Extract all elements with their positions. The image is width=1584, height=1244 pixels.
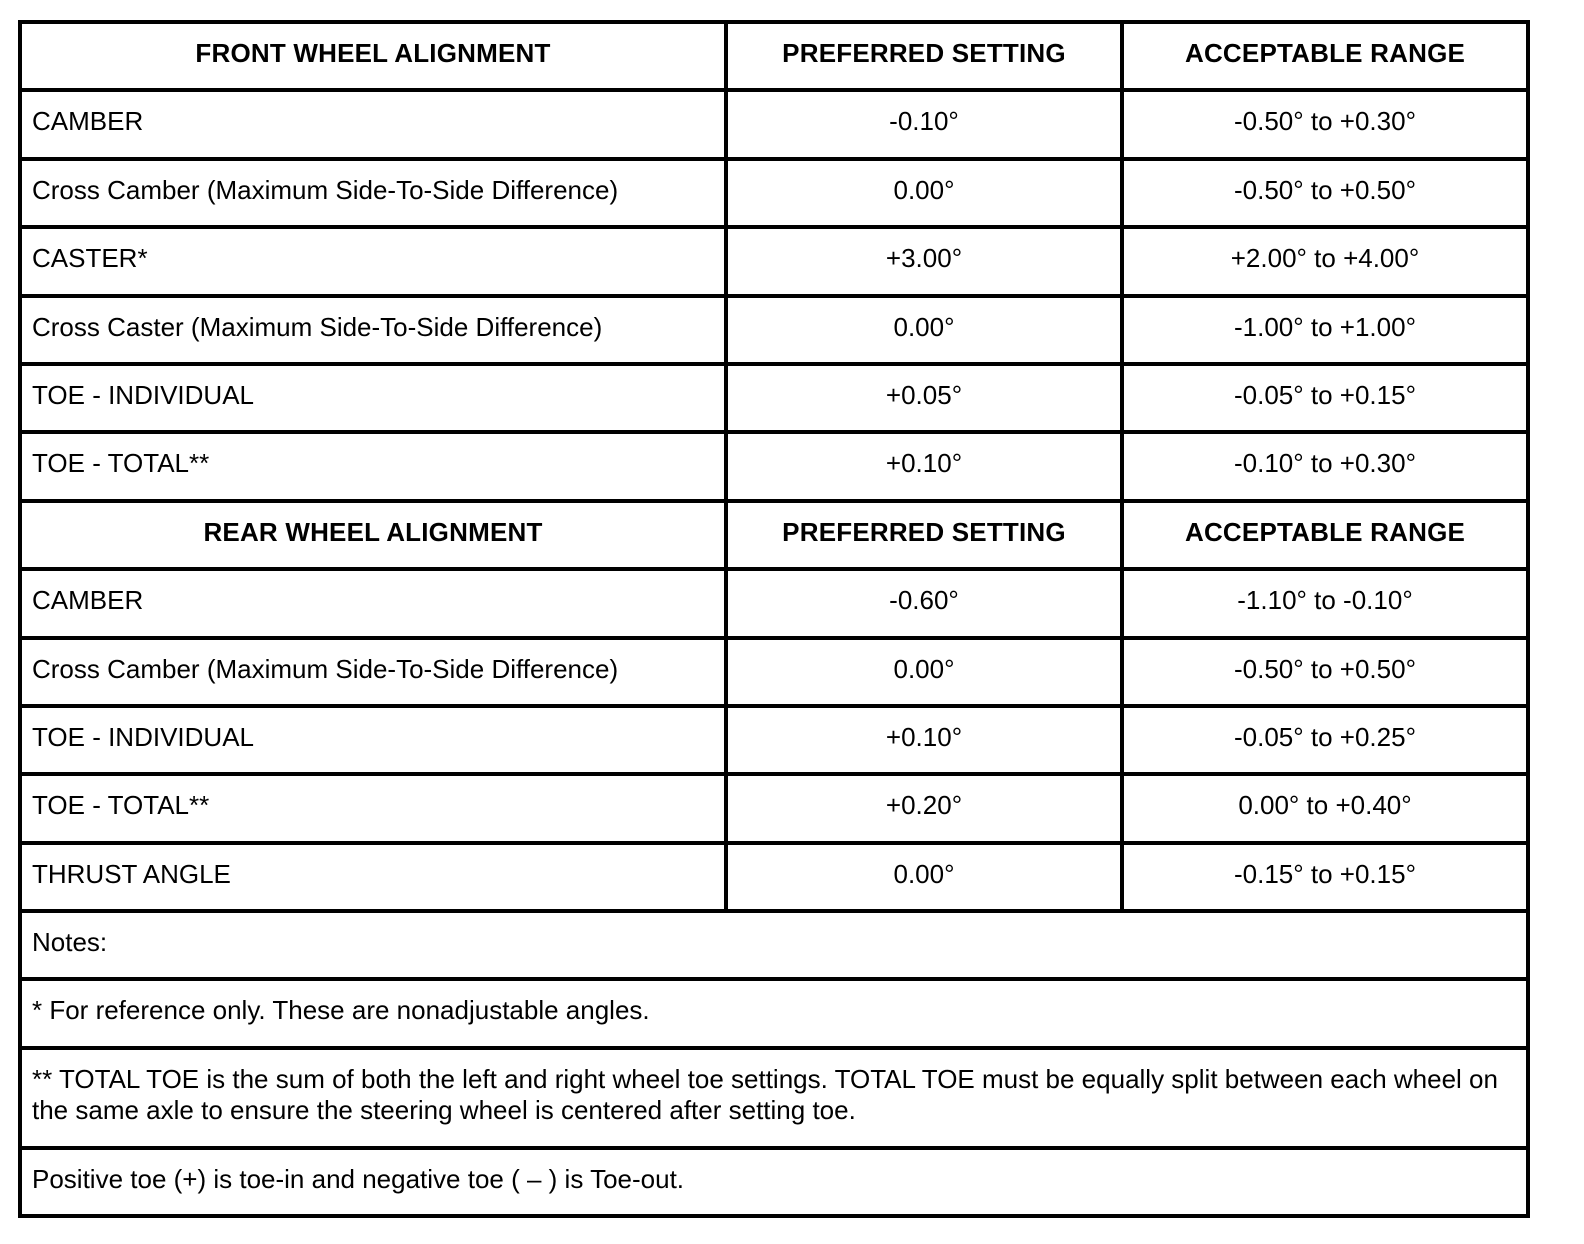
- table-row: [20, 159, 1528, 227]
- note-row: [20, 1048, 1528, 1148]
- note-row: [20, 1148, 1528, 1216]
- table-row: [20, 843, 1528, 911]
- wheel-alignment-spec-table: [18, 20, 1530, 1218]
- row-range: +2.00° to +4.00°: [1122, 227, 1528, 295]
- table-row: [20, 227, 1528, 295]
- table-row: [20, 90, 1528, 158]
- table-row: [20, 432, 1528, 500]
- row-label: CAMBER: [20, 90, 726, 158]
- rear-header-label: REAR WHEEL ALIGNMENT: [20, 501, 726, 569]
- front-header-row: [20, 22, 1528, 90]
- note-text: * For reference only. These are nonadjustable angles.: [20, 979, 1528, 1047]
- row-preferred: 0.00°: [726, 159, 1122, 227]
- row-preferred: 0.00°: [726, 843, 1122, 911]
- row-label: Cross Caster (Maximum Side-To-Side Difference): [20, 296, 726, 364]
- note-text: Positive toe (+) is toe-in and negative toe ( – ) is Toe-out.: [20, 1148, 1528, 1216]
- table-row: [20, 364, 1528, 432]
- row-range: -0.15° to +0.15°: [1122, 843, 1528, 911]
- row-range: -0.50° to +0.50°: [1122, 159, 1528, 227]
- rear-header-preferred: PREFERRED SETTING: [726, 501, 1122, 569]
- row-range: -0.50° to +0.50°: [1122, 638, 1528, 706]
- row-preferred: +0.10°: [726, 432, 1122, 500]
- row-preferred: +0.05°: [726, 364, 1122, 432]
- row-preferred: +3.00°: [726, 227, 1122, 295]
- row-label: CASTER*: [20, 227, 726, 295]
- rear-header-range: ACCEPTABLE RANGE: [1122, 501, 1528, 569]
- row-range: -0.05° to +0.15°: [1122, 364, 1528, 432]
- front-header-label: FRONT WHEEL ALIGNMENT: [20, 22, 726, 90]
- rear-header-row: [20, 501, 1528, 569]
- table-row: [20, 569, 1528, 637]
- row-preferred: +0.10°: [726, 706, 1122, 774]
- row-label: TOE - INDIVIDUAL: [20, 706, 726, 774]
- row-label: Cross Camber (Maximum Side-To-Side Difference): [20, 638, 726, 706]
- note-row: [20, 979, 1528, 1047]
- front-header-range: ACCEPTABLE RANGE: [1122, 22, 1528, 90]
- row-preferred: 0.00°: [726, 296, 1122, 364]
- row-range: -1.00° to +1.00°: [1122, 296, 1528, 364]
- row-range: 0.00° to +0.40°: [1122, 774, 1528, 842]
- notes-title: Notes:: [20, 911, 1528, 979]
- row-range: -0.50° to +0.30°: [1122, 90, 1528, 158]
- row-label: TOE - TOTAL**: [20, 432, 726, 500]
- row-preferred: -0.10°: [726, 90, 1122, 158]
- notes-title-row: [20, 911, 1528, 979]
- table-row: [20, 774, 1528, 842]
- row-preferred: -0.60°: [726, 569, 1122, 637]
- table-row: [20, 706, 1528, 774]
- row-range: -1.10° to -0.10°: [1122, 569, 1528, 637]
- front-header-preferred: PREFERRED SETTING: [726, 22, 1122, 90]
- table-row: [20, 296, 1528, 364]
- row-label: TOE - TOTAL**: [20, 774, 726, 842]
- row-label: Cross Camber (Maximum Side-To-Side Difference): [20, 159, 726, 227]
- row-label: TOE - INDIVIDUAL: [20, 364, 726, 432]
- row-preferred: +0.20°: [726, 774, 1122, 842]
- note-text: ** TOTAL TOE is the sum of both the left and right wheel toe settings. TOTAL TOE must be equally split between each wheel on the same axle to ensure the steering wheel is centered after setting toe.: [20, 1048, 1528, 1148]
- row-range: -0.10° to +0.30°: [1122, 432, 1528, 500]
- row-label: THRUST ANGLE: [20, 843, 726, 911]
- row-preferred: 0.00°: [726, 638, 1122, 706]
- row-label: CAMBER: [20, 569, 726, 637]
- row-range: -0.05° to +0.25°: [1122, 706, 1528, 774]
- table-row: [20, 638, 1528, 706]
